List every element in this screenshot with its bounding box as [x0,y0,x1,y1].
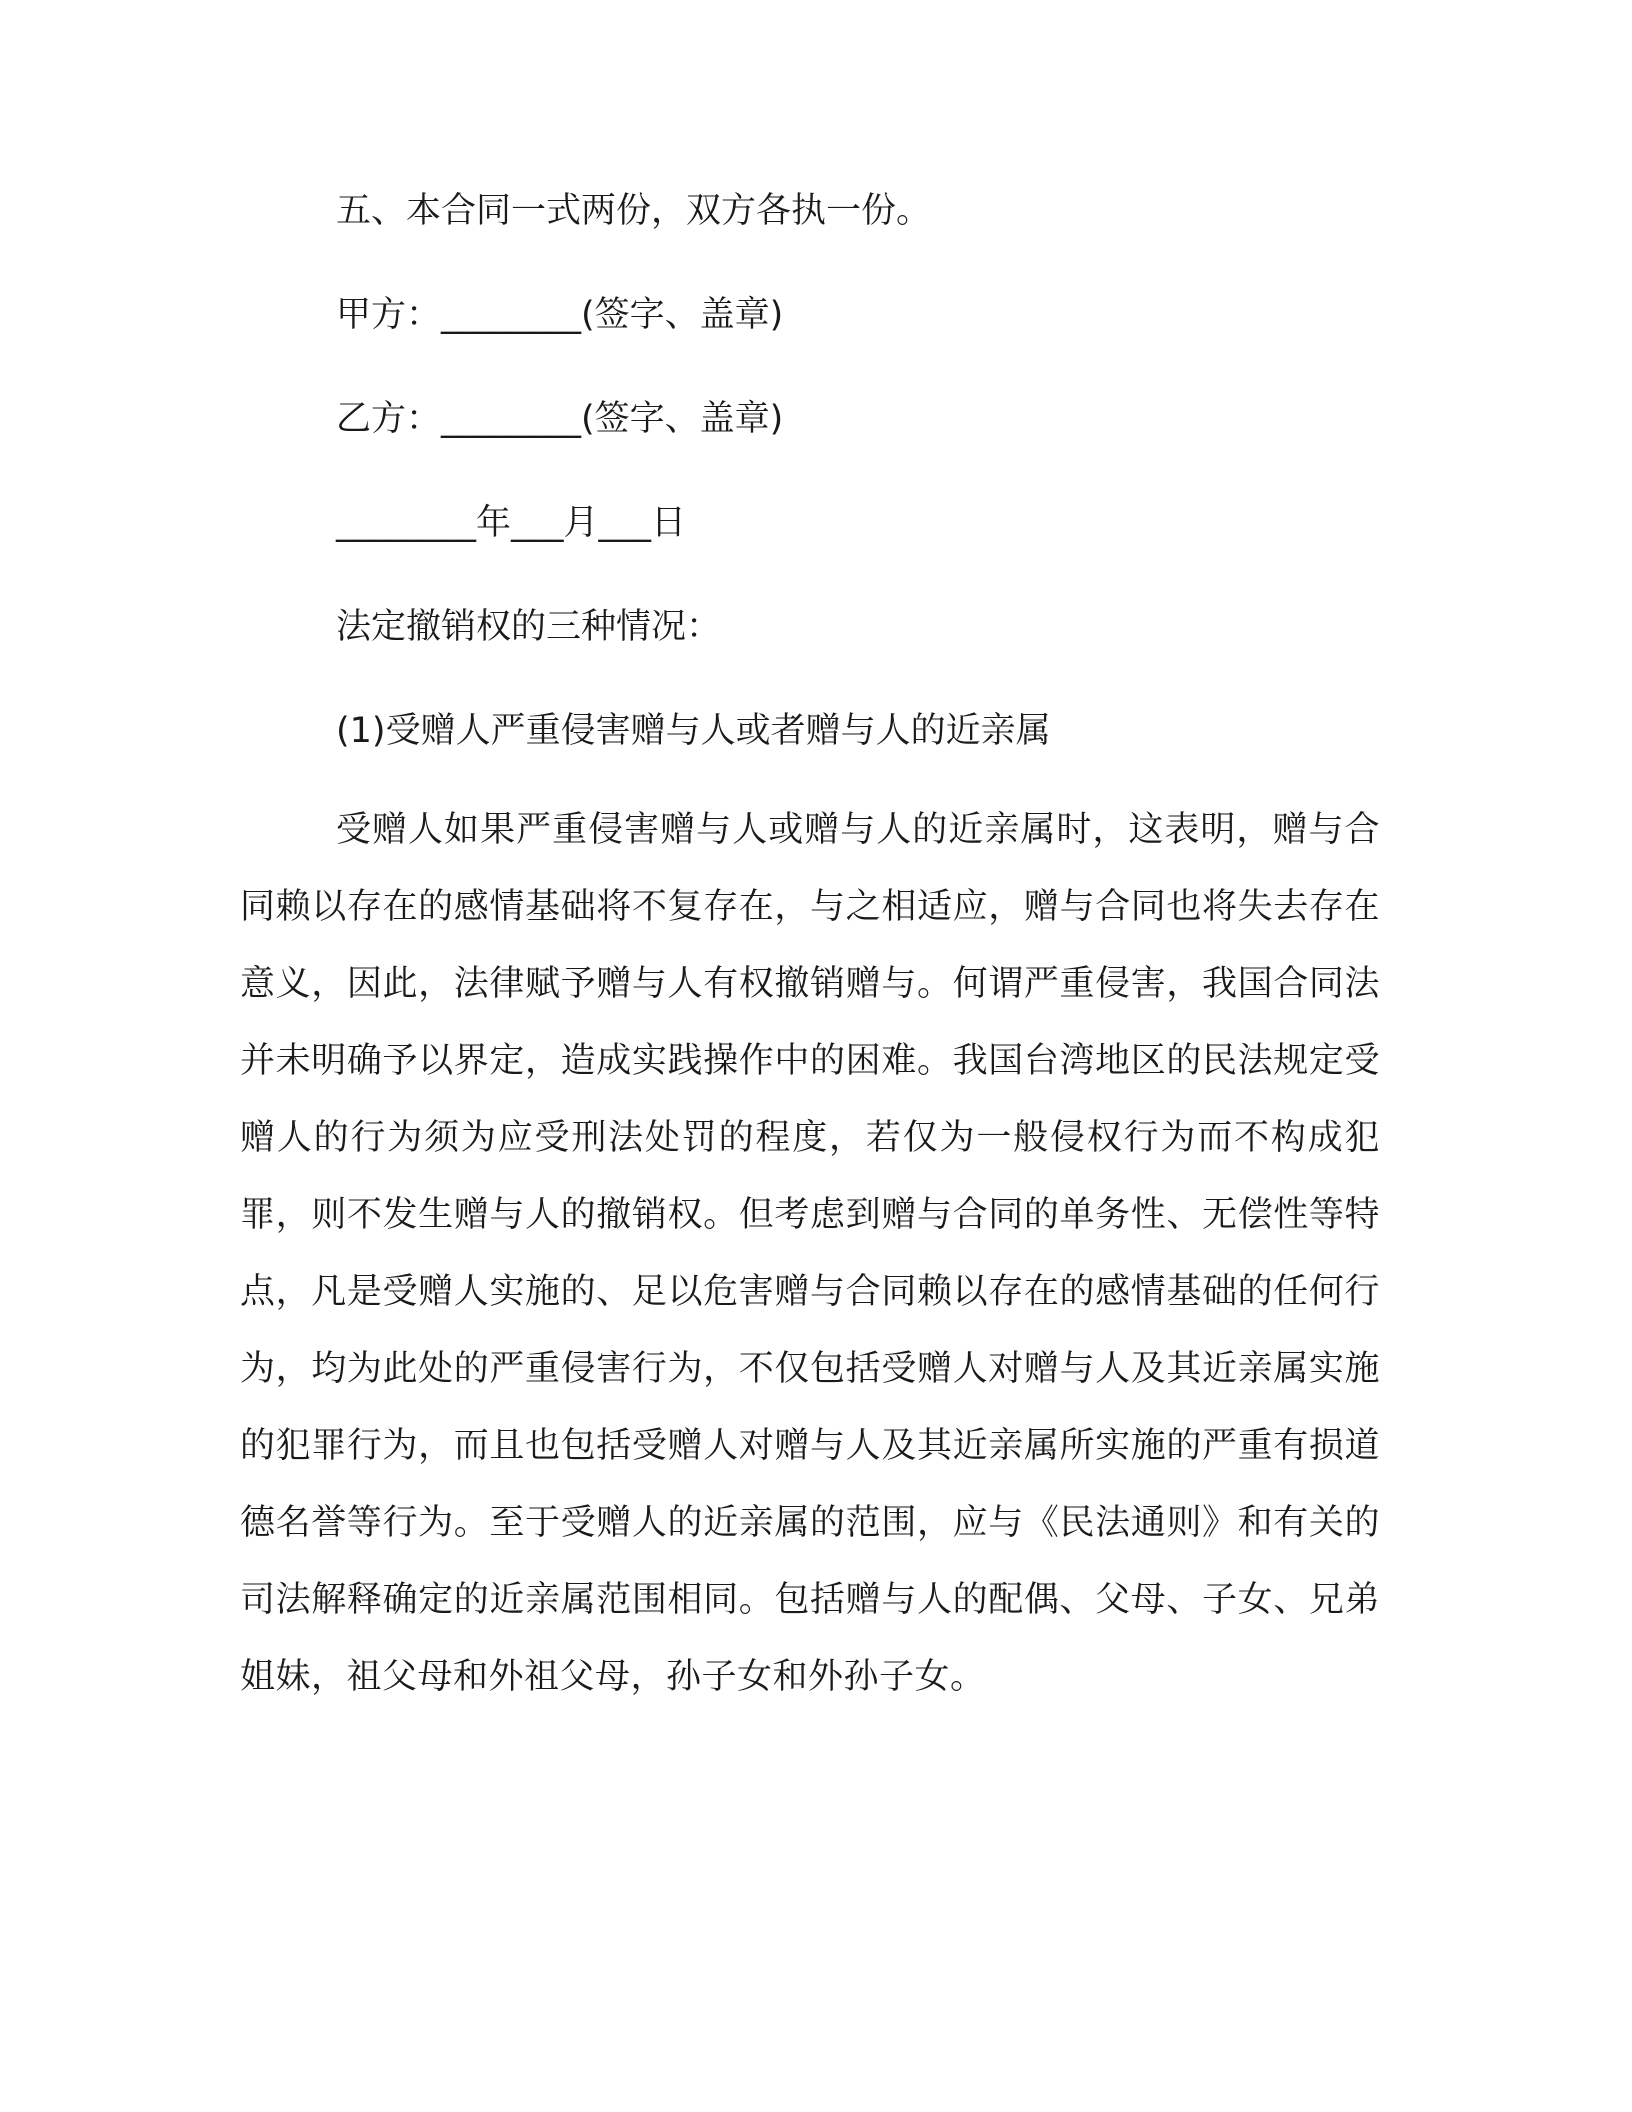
contract-copies-clause: 五、本合同一式两份，双方各执一份。 [336,191,932,231]
document-body [240,190,1380,1716]
section-heading: 法定撤销权的三种情况： [336,607,722,647]
date-line: ________年___月___日 [336,503,687,543]
body-paragraph: 受赠人如果严重侵害赠与人或赠与人的近亲属时，这表明，赠与合同赖以存在的感情基础将不复存在，与之相适应，赠与合同也将失去存在意义，因此，法律赋予赠与人有权撤销赠与。何谓严重侵害，我国合同法并未明确予以界定，造成实践操作中的困难。我国台湾地区的民法规定受赠人的行为须为应受刑法处罚的程度，若仅为一般侵权行为而不构成犯罪，则不发生赠与人的撤销权。但考虑到赠与合同的单务性、无偿性等特点，凡是受赠人实施的、足以危害赠与合同赖以存在的感情基础的任何行为，均为此处的严重侵害行为，不仅包括受赠人对赠与人及其近亲属实施的犯罪行为，而且也包括受赠人对赠与人及其近亲属所实施的严重有损道德名誉等行为。至于受赠人的近亲属的范围，应与《民法通则》和有关的司法解释确定的近亲属范围相同。包括赠与人的配偶、父母、子女、兄弟姐妹，祖父母和外祖父母，孙子女和外孙子女。 [240,810,1380,1697]
subsection-heading: (1)受赠人严重侵害赠与人或者赠与人的近亲属 [336,711,1051,751]
party-b-signature-line: 乙方：________(签字、盖章) [336,399,784,439]
party-a-signature-line: 甲方：________(签字、盖章) [336,295,784,335]
